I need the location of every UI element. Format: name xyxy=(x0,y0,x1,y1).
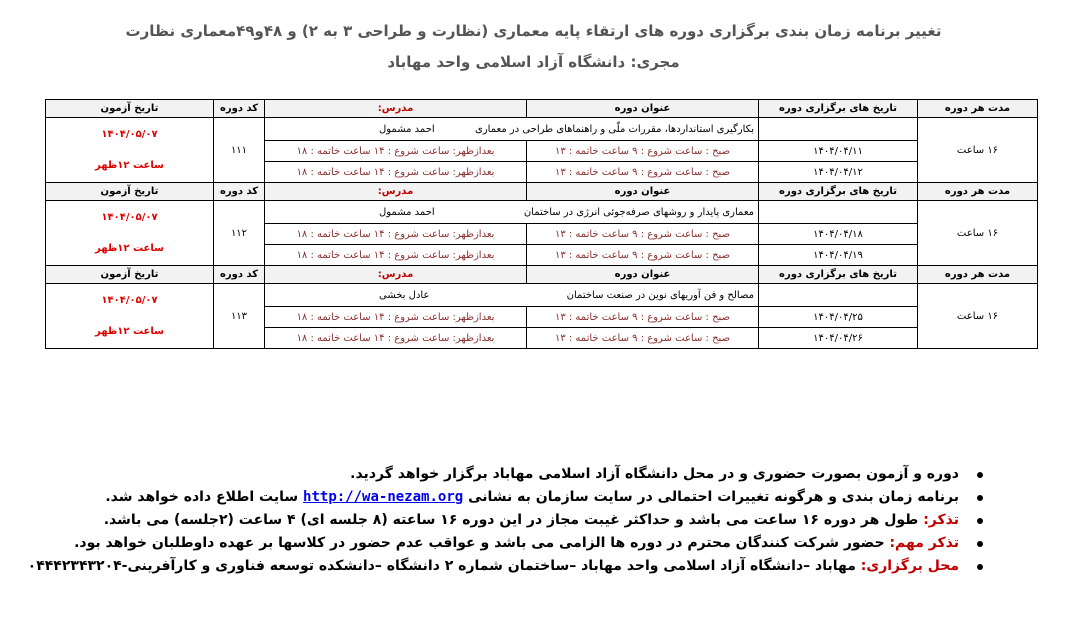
course-duration: ۱۶ ساعت xyxy=(918,118,1038,183)
table-row xyxy=(46,201,1038,224)
session-morning: صبح : ساعت شروع : ۹ ساعت خاتمه : ۱۳ xyxy=(527,307,759,328)
note-item: تذکر: طول هر دوره ۱۶ ساعت می باشد و حداکثر غیبت مجاز در این دوره ۱۶ ساعته (۸ جلسه ای) ۴ ساعت (۲جلسه) می باشد. xyxy=(69,509,989,532)
course-title-cell xyxy=(265,118,759,141)
course-teacher: عادل بخشی xyxy=(379,289,430,301)
session-morning: صبح : ساعت شروع : ۹ ساعت خاتمه : ۱۳ xyxy=(527,162,759,183)
course-code: ۱۱۱ xyxy=(214,118,265,183)
course-title: مصالح و فن آوریهای نوین در صنعت ساختمان xyxy=(566,289,754,301)
header-teacher: مدرس: xyxy=(265,183,527,201)
exam-time: ساعت ۱۲ظهر xyxy=(95,326,164,337)
exam-date: ۱۴۰۴/۰۵/۰۷ xyxy=(101,295,158,306)
course-duration: ۱۶ ساعت xyxy=(918,201,1038,266)
header-duration: مدت هر دوره xyxy=(918,266,1038,284)
note-label: تذکر مهم: xyxy=(889,535,959,551)
empty-cell xyxy=(759,284,918,307)
header-exam: تاریخ آزمون xyxy=(46,183,214,201)
course-teacher: احمد مشمول xyxy=(379,206,435,218)
course-title-cell xyxy=(265,201,759,224)
header-code: کد دوره xyxy=(214,183,265,201)
exam-date-cell xyxy=(46,201,214,266)
table-row xyxy=(46,284,1038,307)
header-duration: مدت هر دوره xyxy=(918,183,1038,201)
header-code: کد دوره xyxy=(214,266,265,284)
header-course: عنوان دوره xyxy=(527,266,759,284)
exam-time: ساعت ۱۲ظهر xyxy=(95,243,164,254)
bullet-icon xyxy=(977,495,983,501)
table-row xyxy=(46,118,1038,141)
session-date: ۱۴۰۴/۰۴/۱۲ xyxy=(759,162,918,183)
session-date: ۱۴۰۴/۰۴/۱۱ xyxy=(759,141,918,162)
bullet-icon xyxy=(977,564,983,570)
course-title-cell xyxy=(265,284,759,307)
course-title: بکارگیری استانداردها، مقررات ملّی و راهنماهای طراحی در معماری xyxy=(475,123,754,135)
exam-date-cell xyxy=(46,284,214,349)
session-afternoon: بعدازظهر: ساعت شروع : ۱۴ ساعت خاتمه : ۱۸ xyxy=(265,141,527,162)
session-afternoon: بعدازظهر: ساعت شروع : ۱۴ ساعت خاتمه : ۱۸ xyxy=(265,162,527,183)
session-date: ۱۴۰۴/۰۴/۲۵ xyxy=(759,307,918,328)
note-item: تذکر مهم: حضور شرکت کنندگان محترم در دوره ها الزامی می باشد و عواقب عدم حضور در کلاسها بر عهده داوطلبان خواهد بود. xyxy=(69,532,989,555)
course-duration: ۱۶ ساعت xyxy=(918,284,1038,349)
table-header-row xyxy=(46,266,1038,284)
session-date: ۱۴۰۴/۰۴/۱۸ xyxy=(759,224,918,245)
website-link[interactable]: http://wa-nezam.org xyxy=(303,489,464,505)
session-afternoon: بعدازظهر: ساعت شروع : ۱۴ ساعت خاتمه : ۱۸ xyxy=(265,224,527,245)
exam-time: ساعت ۱۲ظهر xyxy=(95,160,164,171)
bullet-icon xyxy=(977,518,983,524)
exam-date-cell xyxy=(46,118,214,183)
session-morning: صبح : ساعت شروع : ۹ ساعت خاتمه : ۱۳ xyxy=(527,245,759,266)
header-dates: تاریخ های برگزاری دوره xyxy=(759,183,918,201)
course-title: معماری پایدار و روشهای صرفه‌جوئی انرژی در ساختمان xyxy=(523,206,754,218)
exam-date: ۱۴۰۴/۰۵/۰۷ xyxy=(101,129,158,140)
schedule-table xyxy=(45,99,1038,349)
session-date: ۱۴۰۴/۰۴/۲۶ xyxy=(759,328,918,349)
header-duration: مدت هر دوره xyxy=(918,100,1038,118)
exam-date: ۱۴۰۴/۰۵/۰۷ xyxy=(101,212,158,223)
page-subtitle: مجری: دانشگاه آزاد اسلامی واحد مهاباد xyxy=(387,53,680,71)
header-course: عنوان دوره xyxy=(527,100,759,118)
note-label: محل برگزاری: xyxy=(860,558,959,574)
session-morning: صبح : ساعت شروع : ۹ ساعت خاتمه : ۱۳ xyxy=(527,141,759,162)
note-item: محل برگزاری: مهاباد –دانشگاه آزاد اسلامی واحد مهاباد –ساختمان شماره ۲ دانشگاه –دانشکده توسعه فناوری و کارآفرینی-۰۴۴۴۲۳۴۳۲۰۴ xyxy=(69,555,989,578)
bullet-icon xyxy=(977,472,983,478)
session-morning: صبح : ساعت شروع : ۹ ساعت خاتمه : ۱۳ xyxy=(527,224,759,245)
session-afternoon: بعدازظهر: ساعت شروع : ۱۴ ساعت خاتمه : ۱۸ xyxy=(265,307,527,328)
table-header-row xyxy=(46,183,1038,201)
bullet-icon xyxy=(977,541,983,547)
page-title: تغییر برنامه زمان بندی برگزاری دوره های ارتقاء پایه معماری (نظارت و طراحی ۳ به ۲) و ۴۸و۴۹معماری نظارت xyxy=(125,22,942,40)
session-afternoon: بعدازظهر: ساعت شروع : ۱۴ ساعت خاتمه : ۱۸ xyxy=(265,245,527,266)
session-date: ۱۴۰۴/۰۴/۱۹ xyxy=(759,245,918,266)
note-item: دوره و آزمون بصورت حضوری و در محل دانشگاه آزاد اسلامی مهاباد برگزار خواهد گردید. xyxy=(69,463,989,486)
header-dates: تاریخ های برگزاری دوره xyxy=(759,266,918,284)
note-item: برنامه زمان بندی و هرگونه تغییرات احتمالی در سایت سازمان به نشانی http://wa-nezam.org سایت اطلاع داده خواهد شد. xyxy=(69,486,989,509)
note-label: تذکر: xyxy=(923,512,959,528)
header-dates: تاریخ های برگزاری دوره xyxy=(759,100,918,118)
header-exam: تاریخ آزمون xyxy=(46,100,214,118)
empty-cell xyxy=(759,201,918,224)
notes-list xyxy=(27,463,989,578)
course-teacher: احمد مشمول xyxy=(379,123,435,135)
session-afternoon: بعدازظهر: ساعت شروع : ۱۴ ساعت خاتمه : ۱۸ xyxy=(265,328,527,349)
header-teacher: مدرس: xyxy=(265,266,527,284)
header-teacher: مدرس: xyxy=(265,100,527,118)
course-code: ۱۱۳ xyxy=(214,284,265,349)
table-header-row xyxy=(46,100,1038,118)
session-morning: صبح : ساعت شروع : ۹ ساعت خاتمه : ۱۳ xyxy=(527,328,759,349)
header-course: عنوان دوره xyxy=(527,183,759,201)
header-code: کد دوره xyxy=(214,100,265,118)
empty-cell xyxy=(759,118,918,141)
header-exam: تاریخ آزمون xyxy=(46,266,214,284)
course-code: ۱۱۲ xyxy=(214,201,265,266)
